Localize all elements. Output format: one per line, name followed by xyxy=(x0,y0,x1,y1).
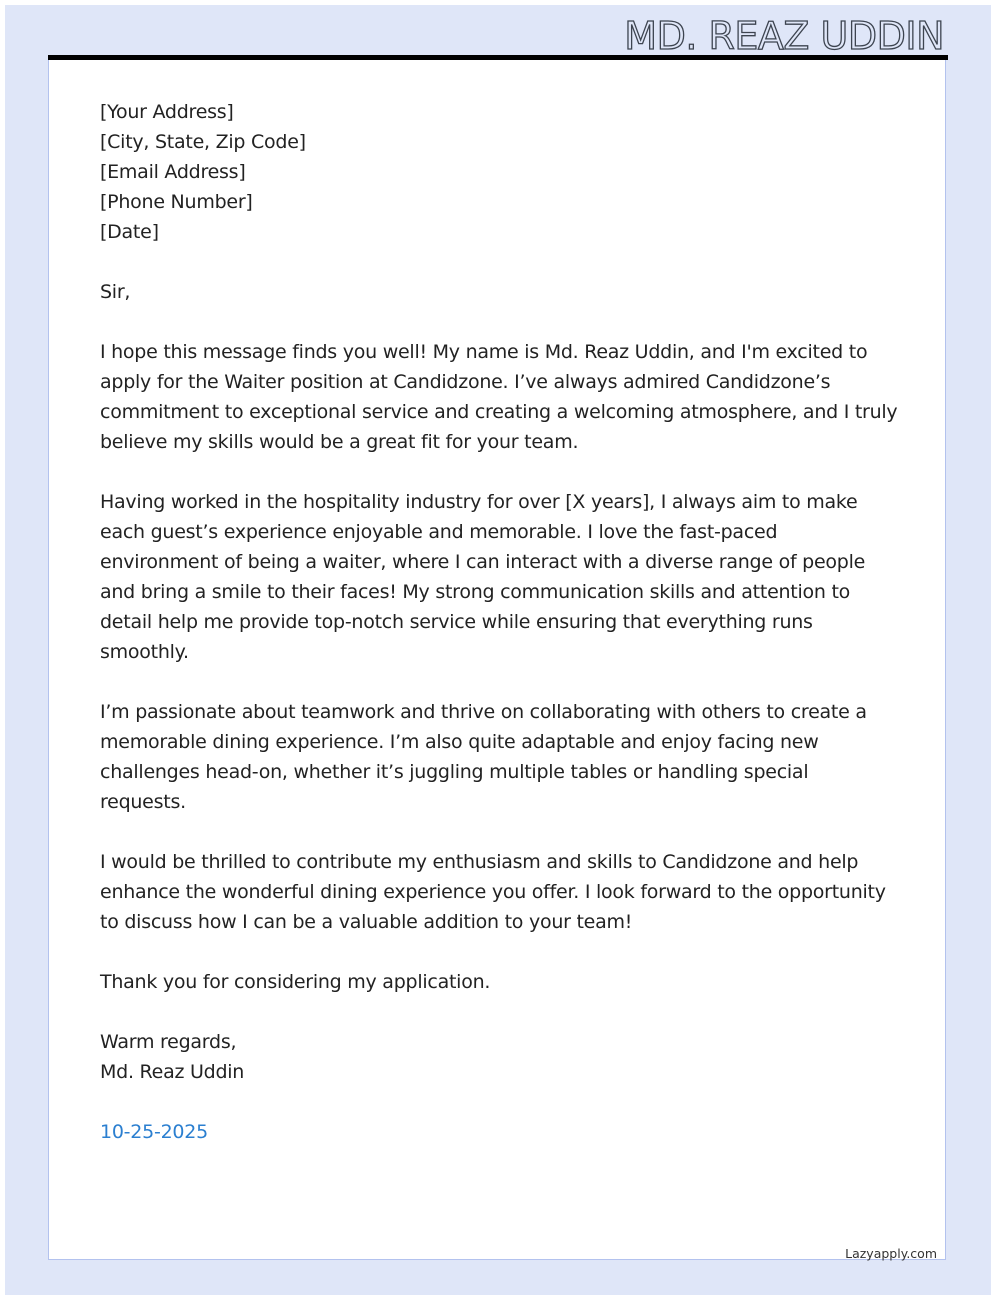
letter-date-link[interactable]: 10-25-2025 xyxy=(100,1121,208,1143)
thank-you-line: Thank you for considering my application. xyxy=(100,971,491,993)
city-state-zip-line: [City, State, Zip Code] xyxy=(100,131,306,153)
watermark: Lazyapply.com xyxy=(845,1246,937,1261)
email-line: [Email Address] xyxy=(100,161,246,183)
signature: Md. Reaz Uddin xyxy=(100,1061,245,1083)
header-name: MD. REAZ UDDIN xyxy=(624,14,944,58)
salutation: Sir, xyxy=(100,281,131,303)
phone-line: [Phone Number] xyxy=(100,191,253,213)
body-paragraph-1: I hope this message finds you well! My name is Md. Reaz Uddin, and I'm excited to apply for the Waiter position at Candidzone. I’ve always admired Candidzone’s commitment to exceptional service and creating a welcoming atmosphere, and I truly believe my skills would be a great fit for your team. xyxy=(100,341,898,453)
body-paragraph-4: I would be thrilled to contribute my enthusiasm and skills to Candidzone and help enhance the wonderful dining experience you offer. I look forward to the opportunity to discuss how I can be a valuable addition to your team! xyxy=(100,851,886,933)
body-paragraph-3: I’m passionate about teamwork and thrive on collaborating with others to create a memorable dining experience. I’m also quite adaptable and enjoy facing new challenges head-on, whether it’s juggling multiple tables or handling special requests. xyxy=(100,701,867,813)
closing: Warm regards, xyxy=(100,1031,237,1053)
address-line: [Your Address] xyxy=(100,101,234,123)
date-line: [Date] xyxy=(100,221,159,243)
body-paragraph-2: Having worked in the hospitality industry for over [X years], I always aim to make each guest’s experience enjoyable and memorable. I love the fast-paced environment of being a waiter, where I can interact with a diverse range of people and bring a smile to their faces! My strong communication skills and attention to detail help me provide top-notch service while ensuring that everything runs smoothly. xyxy=(100,491,866,663)
letter-body xyxy=(100,97,900,1147)
sender-address-block xyxy=(100,97,900,247)
closing-block xyxy=(100,1027,900,1087)
